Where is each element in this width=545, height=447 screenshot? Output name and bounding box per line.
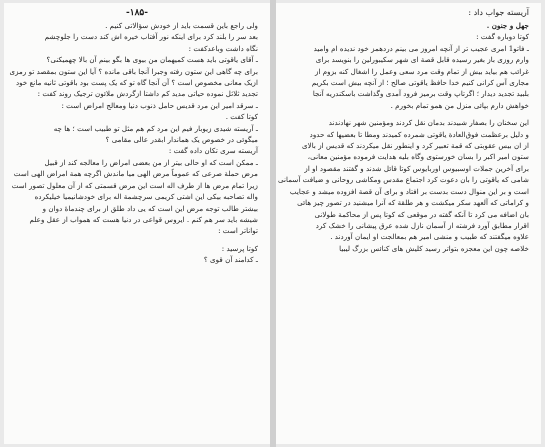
text-line: ـ سرقد امیر این مرد قدیس حامل ذنوب دنیا ومعالج امراض است : bbox=[61, 100, 258, 110]
left-page bbox=[4, 3, 270, 444]
text-line: از ان بیس عقوبتی که قمة تعبیر کرد و اینطور نقل میکردند که قدیس از بالای bbox=[302, 141, 529, 151]
text-line: برای چه گاهی این ستون رفته وجبرا آنجا باقی مانده ؟ آیا این ستون بمقصد تو رمزی bbox=[9, 66, 258, 76]
text-line: مجاری آس کرانی کنیم خدا حافظ یاقوتی صالح ؛ از آنچه بیش است بکریم bbox=[311, 78, 529, 88]
text-line: میگوئی در خصوص یک هماندار ابقدر عالی مقامی ؟ bbox=[105, 135, 258, 145]
text-line: واله تصاحبه بیکی این اشتی کریمی سرچشمة اله برای خودشانیمیا خیلیکرده bbox=[34, 192, 258, 202]
text-line: غرائب هم بیاید بیش از تمام وقت مرد سعی وعمل را اشغال کنه بزوم از bbox=[314, 66, 529, 76]
page-number: -۱۸۵- bbox=[125, 8, 148, 18]
text-line: مرض حملة صرعی که عموماً مرض الهی میا ماندش اگرچه همة امراض الهی است bbox=[13, 169, 258, 179]
text-line: علاوه میگفتند که طبیب و منشی امیر هم بمعالجت او ایمان آوردند . bbox=[330, 232, 529, 242]
text-line: آریسته سری تکان داده گفت : bbox=[168, 146, 258, 156]
running-head: آریسته جواب داد : bbox=[468, 8, 529, 17]
text-line: ـ ممکن است که او حالی بیتر از من بعضی امراض را معالجه کند از قبیل bbox=[44, 157, 258, 167]
text-line: جهل و جنون . bbox=[486, 21, 529, 30]
text-line: ستون امیر اکبر را بسان خورستوی وگاه بلیه هدایت فرموده مؤمنین معانی، bbox=[307, 152, 529, 162]
text-line: بان اضافه می کرد تا آنکه گفته در موقعی که کوتا پس از محاکمة طولانی bbox=[314, 209, 529, 219]
text-line: و کراماتی که آلعهد سکر میکشت و هر طلقة که آنرا میشنید در تصور چیز هائی bbox=[297, 198, 529, 208]
text-line: بیشتر طالب توجه مرض این است که یی داد طلق از برای چندماهٔ دوان و bbox=[42, 203, 258, 213]
text-line: اقرار مطابق آورد فرشته از آسمان نازل شده عرق پیشانی را خشک کرد bbox=[315, 220, 529, 230]
text-line: بعد سر را بلند کرد برای اینکه نور آفتاب خیره اش کند دست را جلوچشم bbox=[44, 32, 258, 42]
text-line: شامی که یاقوتی را بان دعوت کرد اجتماع مقدس ومکاشی روحانی و ضیافت آسمانی bbox=[278, 175, 529, 185]
text-line: این سخنان را بصفار شبیدند بدمان نقل کردند ومؤمنین شهر نهادندند bbox=[328, 118, 529, 128]
text-line: کوتا دوباره گفت : bbox=[476, 32, 529, 42]
text-line: شیشه باید سر هم کنم . ایروس قواعی در دنیا هست که همواب از عقل وعلم bbox=[29, 214, 258, 224]
text-line: ـ کدامند آن قوی ؟ bbox=[203, 255, 258, 265]
text-line: خلاصه چون این معجزه بتواتر رسید کلیش های کنائس بزرگ لیبیا bbox=[339, 243, 529, 253]
right-page bbox=[276, 3, 541, 444]
text-line: خواهش دارم بپائی منزل من همو تمام بخورم . bbox=[390, 100, 529, 110]
text-line: تجدید ثلاثل نموده حیاتی مدید کم داشتا ازگردش ملائون ترجیک روند کفت : bbox=[37, 89, 258, 99]
text-line: کوتا پرسید : bbox=[221, 243, 258, 253]
text-line: و دلیل برعظمت فوق‌العادة یاقوتی شمرده کمیدند ومطا تا بعضیها که حدود bbox=[309, 129, 529, 139]
left-page-header bbox=[16, 6, 258, 20]
text-line: ـ آریسته شیدی زیوبار فیم این مرد کم هم مثل تو طبیب است ؛ ها چه bbox=[53, 123, 258, 133]
text-line: است و بر این منوال دست بدست بر افتاد و برای آن قصة افزوده میشد و عجایب bbox=[289, 186, 529, 196]
text-line: ولی راجع باین قسمت باید از خودش سؤالاتی کنیم . bbox=[105, 21, 258, 30]
text-line: نگاه داشت وباعدکفت : bbox=[188, 43, 258, 53]
text-line: کوتا کفت . bbox=[225, 112, 258, 122]
text-line: برای آخرین جملات اوسبیوس اوربایوس کوتا قائل شدند و گفتند مقصود او از bbox=[304, 163, 529, 173]
text-line: ازیک معانی مخصوص است ؟ آن آنجا گاه تو که یک پست بود باقوتی ثانیه مانع خود bbox=[15, 78, 258, 88]
text-line: ـ آقای یاقوتی باید هست کمیهمان من بیوی ها بگو بینم آن بالا چهمیکنی؟ bbox=[46, 55, 258, 65]
text-line: تواناتر است : bbox=[218, 226, 258, 236]
right-page-header bbox=[288, 6, 529, 20]
text-line: وارم روزی باز بغیر رسیده قابل قصة ای شهر سکیبورلین را بنویسد برای bbox=[315, 55, 529, 65]
text-line: زیرا تمام مرض ها از طرف اله است این مرض قسمتی که از آن معلول تصور است bbox=[11, 180, 258, 190]
text-line: ـ فاتو1 امری عجیب تر از آنچه امروز می بینم دردهمز خود ندیده ام وامید bbox=[313, 43, 529, 53]
text-line: بلبید تجدید دیدار ؛ اگرتاپ وقت برمیز فرود آمدی وگذاشت باسکندریه آنجا bbox=[312, 89, 529, 99]
